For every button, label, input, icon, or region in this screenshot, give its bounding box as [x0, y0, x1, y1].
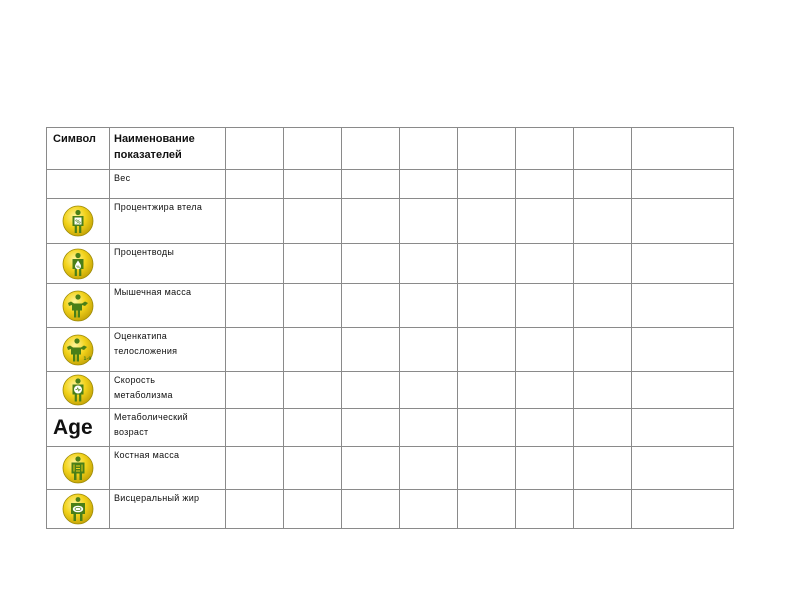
empty-cell: [516, 447, 574, 490]
body-fat-percent-icon: [62, 205, 94, 237]
empty-cell: [342, 328, 400, 372]
empty-cell: [342, 447, 400, 490]
empty-cell: [632, 409, 734, 447]
table-row: [47, 244, 734, 284]
empty-cell: [458, 372, 516, 409]
symbol-cell: [47, 170, 110, 199]
empty-cell: [284, 284, 342, 328]
table-row: [47, 170, 734, 199]
empty-cell: [226, 409, 284, 447]
empty-cell: [342, 284, 400, 328]
empty-cell: [516, 199, 574, 244]
table-row: [47, 409, 734, 447]
symbol-cell: [47, 447, 110, 490]
indicator-label: Скорость метаболизма: [110, 372, 226, 409]
indicator-label: Висцеральный жир: [110, 490, 226, 529]
empty-cell: [342, 490, 400, 529]
empty-cell: [458, 328, 516, 372]
empty-cell: [516, 372, 574, 409]
indicator-label: Процентжира втела: [110, 199, 226, 244]
empty-cell: [226, 372, 284, 409]
empty-cell: [342, 199, 400, 244]
empty-cell: [458, 284, 516, 328]
empty-cell: [516, 244, 574, 284]
empty-cell: [284, 447, 342, 490]
empty-cell: [574, 447, 632, 490]
physique-rating-icon: [62, 334, 94, 366]
indicator-label: Мышечная масса: [110, 284, 226, 328]
empty-cell: [458, 199, 516, 244]
empty-cell: [458, 409, 516, 447]
empty-cell: [226, 328, 284, 372]
empty-cell: [400, 128, 458, 170]
empty-cell: [342, 244, 400, 284]
indicator-label: Оценкатипа телосложения: [110, 328, 226, 372]
empty-cell: [284, 490, 342, 529]
empty-cell: [632, 490, 734, 529]
indicators-table: [46, 127, 734, 529]
indicator-label: Метаболический возраст: [110, 409, 226, 447]
empty-cell: [574, 409, 632, 447]
empty-cell: [226, 284, 284, 328]
indicator-label: Костная масса: [110, 447, 226, 490]
bone-mass-icon: [62, 452, 94, 484]
empty-cell: [632, 284, 734, 328]
empty-cell: [284, 199, 342, 244]
table-row: [47, 372, 734, 409]
empty-cell: [226, 199, 284, 244]
empty-cell: [400, 490, 458, 529]
empty-cell: [226, 490, 284, 529]
table-row: [47, 199, 734, 244]
empty-cell: [632, 199, 734, 244]
empty-cell: [226, 128, 284, 170]
age-symbol: Age: [53, 415, 93, 439]
name-column-header: Наименование показателей: [110, 128, 226, 170]
symbol-cell: [47, 490, 110, 529]
empty-cell: [574, 372, 632, 409]
empty-cell: [574, 128, 632, 170]
empty-cell: [574, 328, 632, 372]
empty-cell: [574, 170, 632, 199]
empty-cell: [400, 328, 458, 372]
empty-cell: [632, 328, 734, 372]
table-row: [47, 328, 734, 372]
empty-cell: [400, 244, 458, 284]
empty-cell: [516, 170, 574, 199]
body-water-percent-icon: [62, 248, 94, 280]
empty-cell: [632, 372, 734, 409]
empty-cell: [400, 447, 458, 490]
empty-cell: [400, 372, 458, 409]
svg-text:%: %: [75, 219, 81, 226]
empty-cell: [284, 128, 342, 170]
table-row: [47, 447, 734, 490]
symbol-cell: [47, 328, 110, 372]
empty-cell: [226, 447, 284, 490]
empty-cell: [342, 372, 400, 409]
empty-cell: [226, 244, 284, 284]
empty-cell: [458, 128, 516, 170]
table-row: [47, 284, 734, 328]
muscle-mass-icon: [62, 290, 94, 322]
empty-cell: [516, 128, 574, 170]
empty-cell: [342, 409, 400, 447]
empty-cell: [400, 199, 458, 244]
empty-cell: [632, 244, 734, 284]
indicator-label: Вес: [110, 170, 226, 199]
empty-cell: [574, 490, 632, 529]
empty-cell: [342, 128, 400, 170]
empty-cell: [574, 244, 632, 284]
empty-cell: [458, 490, 516, 529]
indicator-label: Процентводы: [110, 244, 226, 284]
empty-cell: [632, 128, 734, 170]
empty-cell: [284, 328, 342, 372]
svg-text:%: %: [76, 264, 80, 269]
empty-cell: [400, 284, 458, 328]
empty-cell: [284, 244, 342, 284]
empty-cell: [284, 372, 342, 409]
empty-cell: [342, 170, 400, 199]
table-row: [47, 490, 734, 529]
empty-cell: [632, 447, 734, 490]
empty-cell: [400, 170, 458, 199]
symbol-cell: [47, 372, 110, 409]
symbol-cell: [47, 409, 110, 447]
symbol-cell: [47, 199, 110, 244]
empty-cell: [226, 170, 284, 199]
empty-cell: [516, 409, 574, 447]
table-header-row: [47, 128, 734, 170]
empty-cell: [458, 244, 516, 284]
empty-cell: [284, 170, 342, 199]
empty-cell: [516, 328, 574, 372]
empty-cell: [458, 447, 516, 490]
empty-cell: [574, 284, 632, 328]
symbol-column-header: Символ: [47, 128, 110, 170]
symbol-cell: [47, 284, 110, 328]
svg-text:1-9: 1-9: [83, 356, 92, 362]
empty-cell: [516, 284, 574, 328]
empty-cell: [400, 409, 458, 447]
symbol-cell: [47, 244, 110, 284]
empty-cell: [632, 170, 734, 199]
visceral-fat-icon: [62, 493, 94, 525]
empty-cell: [516, 490, 574, 529]
empty-cell: [284, 409, 342, 447]
empty-cell: [458, 170, 516, 199]
metabolic-rate-icon: [62, 374, 94, 406]
empty-cell: [574, 199, 632, 244]
